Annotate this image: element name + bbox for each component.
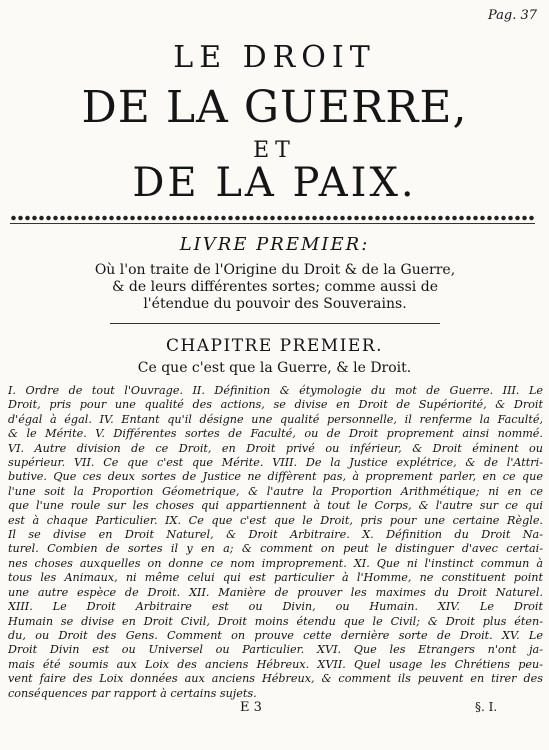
summary-line: une autre espèce de Droit. XII. Manière de prouver les maximes du Droit Naturel.	[8, 585, 543, 599]
book-subtitle-line: l'étendue du pouvoir des Souverains.	[143, 296, 407, 312]
book-subtitle-line: & de leurs différentes sortes; comme aussi de	[112, 279, 438, 295]
summary-line: & le Mérite. V. Différentes sortes de Faculté, ou de Droit proprement ainsi nommé.	[8, 427, 543, 441]
title-line-3: ET	[253, 138, 296, 163]
summary-line: d'égal à égal. IV. Entant qu'il désigne une qualité personnelle, il renferme la Faculté,	[8, 412, 543, 426]
ornamental-rule	[10, 223, 535, 224]
section-mark: §. I.	[475, 700, 498, 714]
summary-line: VI. Autre division de ce Droit, en Droit privé ou inférieur, & Droit éminent ou	[8, 441, 543, 455]
summary-line: Droit Divin est ou Universel ou Particulier. XVI. Que les Etrangers n'ont ja-	[8, 643, 543, 657]
divider-rule	[110, 323, 440, 324]
ornamental-border	[10, 213, 535, 223]
summary-line: l'une soit la Proportion Géometrique, & l'autre la Proportion Arithmétique; ni en ce	[8, 484, 543, 498]
book-subtitle-line: Où l'on traite de l'Origine du Droit & de la Guerre,	[94, 262, 456, 278]
summary-line: I. Ordre de tout l'Ouvrage. II. Définition & étymologie du mot de Guerre. III. Le	[8, 384, 543, 397]
summary-line: mais été soumis aux Loix des anciens Hébreux. XVII. Quel usage les Chrétiens peu-	[8, 657, 543, 671]
summary-line: est à chaque Particulier. IX. Ce que c'est que le Droit, pris pour une certaine Règle.	[8, 513, 543, 527]
summary-line: supérieur. VII. Ce que c'est que Mérite. VIII. De la Justice explétrice, & de l'Attri-	[8, 456, 543, 470]
chapter-summary	[8, 384, 543, 701]
book-subtitle	[30, 262, 520, 313]
summary-line: XIII. Le Droit Arbitraire est ou Divin, ou Humain. XIV. Le Droit	[8, 600, 543, 614]
summary-line: Il se divise en Droit Naturel, & Droit Arbitraire. X. Définition du Droit Na-	[8, 528, 543, 542]
title-line-2: DE LA GUERRE,	[81, 82, 468, 133]
title-line-1: LE DROIT	[173, 40, 376, 75]
summary-line: Droit, pris pour une qualité des actions, se divise en Droit de Supériorité, & Droit	[8, 398, 543, 412]
book-heading: LIVRE PREMIER:	[179, 234, 370, 255]
signature-mark: E 3	[240, 700, 262, 715]
summary-line: nes choses auxquelles on donne ce nom improprement. XI. Que ni l'instinct commun à	[8, 556, 543, 570]
chapter-subtitle: Ce que c'est que la Guerre, & le Droit.	[137, 360, 412, 376]
summary-line: turel. Combien de sortes il y en a; & comment on peut le distinguer d'avec certai-	[8, 542, 543, 556]
title-line-4: DE LA PAIX.	[132, 160, 417, 206]
summary-line: Humain se divise en Droit Civil, Droit moins étendu que le Civil; & Droit plus éten-	[8, 614, 543, 628]
summary-line: butive. Que ces deux sortes de Justice ne diffèrent pas, à proprement parler, en ce que	[8, 470, 543, 484]
summary-line: vent faire des Loix données aux anciens Hébreux, & comment ils peuvent en tirer des	[8, 672, 543, 686]
page-number: Pag. 37	[487, 8, 537, 23]
chapter-heading: CHAPITRE PREMIER.	[165, 336, 384, 356]
summary-line: du, ou Droit des Gens. Comment on prouve cette dernière sorte de Droit. XV. Le	[8, 628, 543, 642]
summary-line: conséquences par rapport à certains sujets.	[8, 686, 257, 700]
summary-line: tous les Animaux, ni même celui qui est particulier à l'Homme, ne constituent point	[8, 571, 543, 585]
summary-line: que l'une roule sur les choses qui appartiennent à tout le Corps, & l'autre sur ce qui	[8, 499, 543, 513]
